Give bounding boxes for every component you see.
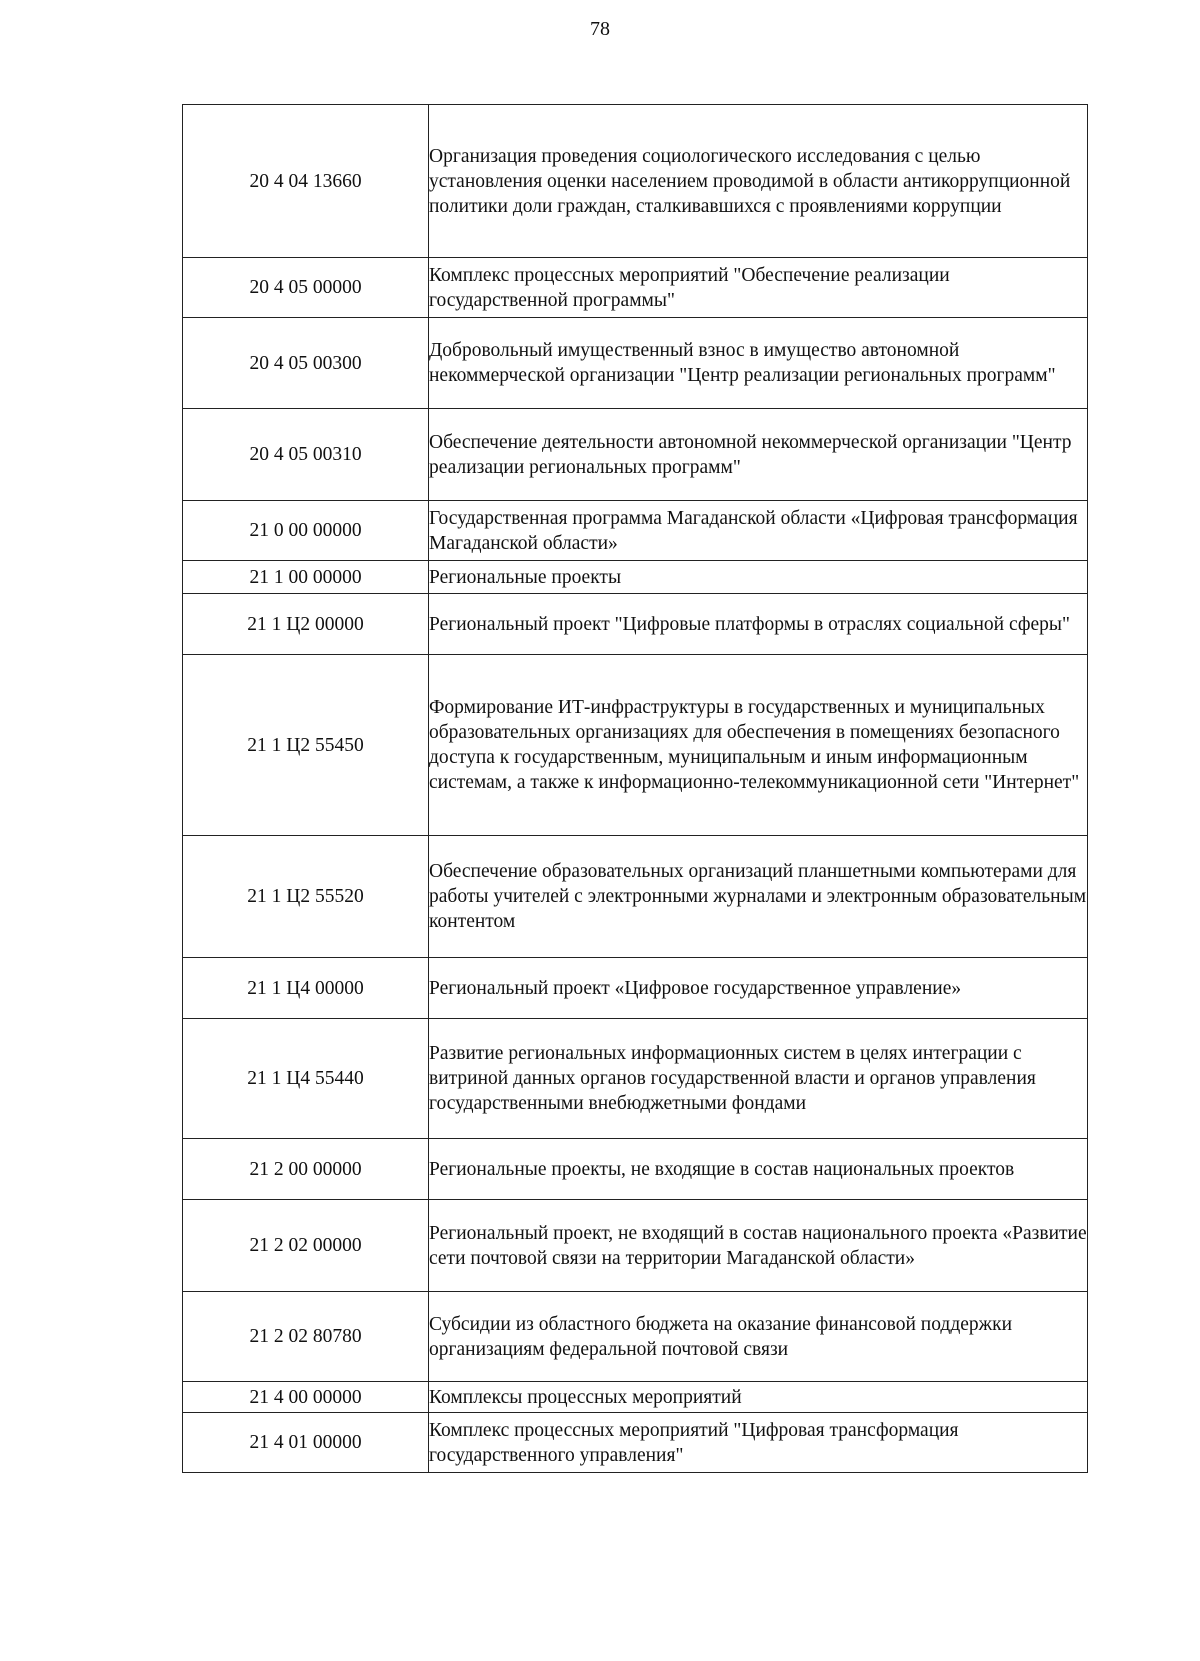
table-row [183, 958, 1088, 1019]
code-cell: 21 4 00 00000 [183, 1382, 429, 1413]
code-cell: 21 1 Ц2 55520 [183, 836, 429, 958]
table-row [183, 655, 1088, 836]
name-cell: Развитие региональных информационных систем в целях интеграции с витриной данных органов государственной власти и органов управления государственными внебюджетными фондами [429, 1019, 1088, 1139]
code-cell: 20 4 04 13660 [183, 105, 429, 258]
code-cell: 21 0 00 00000 [183, 501, 429, 561]
name-cell: Региональный проект, не входящий в состав национального проекта «Развитие сети почтовой связи на территории Магаданской области» [429, 1200, 1088, 1292]
table-row [183, 1382, 1088, 1413]
code-cell: 20 4 05 00300 [183, 318, 429, 409]
code-cell: 21 1 Ц4 00000 [183, 958, 429, 1019]
name-cell: Организация проведения социологического исследования с целью установления оценки населением проводимой в области антикоррупционной политики доли граждан, сталкивавшихся с проявлениями коррупции [429, 105, 1088, 258]
code-cell: 21 2 00 00000 [183, 1139, 429, 1200]
code-cell: 21 1 Ц2 55450 [183, 655, 429, 836]
table-row [183, 594, 1088, 655]
table-row [183, 1139, 1088, 1200]
code-cell: 20 4 05 00000 [183, 258, 429, 318]
code-cell: 21 2 02 80780 [183, 1292, 429, 1382]
code-cell: 21 1 Ц2 00000 [183, 594, 429, 655]
table-row [183, 501, 1088, 561]
table-row [183, 1200, 1088, 1292]
code-cell: 21 1 Ц4 55440 [183, 1019, 429, 1139]
table-row [183, 1413, 1088, 1473]
table-row [183, 1019, 1088, 1139]
table-row [183, 561, 1088, 594]
table-row [183, 836, 1088, 958]
code-cell: 21 2 02 00000 [183, 1200, 429, 1292]
name-cell: Региональный проект "Цифровые платформы в отраслях социальной сферы" [429, 594, 1088, 655]
table-row [183, 409, 1088, 501]
page-number: 78 [590, 18, 610, 40]
name-cell: Субсидии из областного бюджета на оказание финансовой поддержки организациям федеральной почтовой связи [429, 1292, 1088, 1382]
table-row [183, 318, 1088, 409]
code-cell: 21 1 00 00000 [183, 561, 429, 594]
name-cell: Государственная программа Магаданской области «Цифровая трансформация Магаданской области» [429, 501, 1088, 561]
name-cell: Региональные проекты [429, 561, 1088, 594]
code-cell: 20 4 05 00310 [183, 409, 429, 501]
name-cell: Комплекс процессных мероприятий "Цифровая трансформация государственного управления" [429, 1413, 1088, 1473]
budget-classification-table [182, 104, 1088, 1473]
table-row [183, 105, 1088, 258]
name-cell: Обеспечение деятельности автономной некоммерческой организации "Центр реализации региональных программ" [429, 409, 1088, 501]
name-cell: Комплекс процессных мероприятий "Обеспечение реализации государственной программы" [429, 258, 1088, 318]
name-cell: Региональный проект «Цифровое государственное управление» [429, 958, 1088, 1019]
table-row [183, 1292, 1088, 1382]
name-cell: Обеспечение образовательных организаций планшетными компьютерами для работы учителей с электронными журналами и электронным образовательным контентом [429, 836, 1088, 958]
table-row [183, 258, 1088, 318]
name-cell: Комплексы процессных мероприятий [429, 1382, 1088, 1413]
name-cell: Региональные проекты, не входящие в состав национальных проектов [429, 1139, 1088, 1200]
name-cell: Формирование ИТ-инфраструктуры в государственных и муниципальных образовательных организациях для обеспечения в помещениях безопасного доступа к государственным, муниципальным и иным информационным системам, а также к информационно-телекоммуникационной сети "Интернет" [429, 655, 1088, 836]
code-cell: 21 4 01 00000 [183, 1413, 429, 1473]
name-cell: Добровольный имущественный взнос в имущество автономной некоммерческой организации "Центр реализации региональных программ" [429, 318, 1088, 409]
